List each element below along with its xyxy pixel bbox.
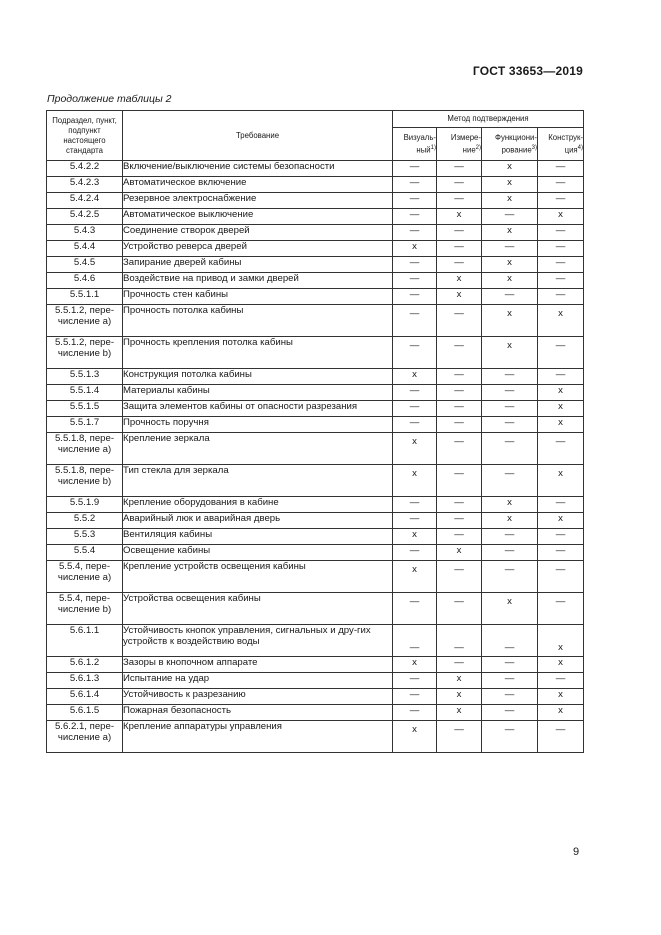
cell-method-functioning: x — [482, 497, 538, 513]
cell-requirement: Прочность потолка кабины — [123, 305, 393, 337]
cell-section: 5.6.1.4 — [47, 689, 123, 705]
cell-method-construction: — — [538, 241, 584, 257]
cell-method-construction: — — [538, 161, 584, 177]
cell-method-construction: — — [538, 289, 584, 305]
cell-requirement: Крепление аппаратуры управления — [123, 721, 393, 753]
table-row — [47, 385, 584, 401]
table-body — [47, 161, 584, 753]
cell-method-functioning: x — [482, 177, 538, 193]
header-requirement: Требование — [123, 111, 393, 161]
cell-method-construction: — — [538, 673, 584, 689]
cell-method-visual: — — [393, 705, 437, 721]
cell-section: 5.5.1.8, пере-числение a) — [47, 433, 123, 465]
cell-requirement: Автоматическое включение — [123, 177, 393, 193]
cell-requirement: Пожарная безопасность — [123, 705, 393, 721]
table-row — [47, 705, 584, 721]
cell-method-visual: — — [393, 593, 437, 625]
cell-method-construction: — — [538, 721, 584, 753]
cell-method-visual: — — [393, 289, 437, 305]
cell-method-measurement: x — [437, 689, 482, 705]
table-row — [47, 657, 584, 673]
cell-requirement: Зазоры в кнопочном аппарате — [123, 657, 393, 673]
cell-requirement: Вентиляция кабины — [123, 529, 393, 545]
cell-method-functioning: x — [482, 513, 538, 529]
header-method-measurement: Измере-ние$^{2)}$ — [437, 128, 482, 161]
cell-method-functioning: — — [482, 465, 538, 497]
cell-section: 5.6.1.1 — [47, 625, 123, 657]
cell-method-visual: x — [393, 433, 437, 465]
table-row — [47, 497, 584, 513]
cell-method-functioning: x — [482, 225, 538, 241]
cell-method-functioning: — — [482, 625, 538, 657]
cell-section: 5.5.1.2, пере-числение a) — [47, 305, 123, 337]
cell-requirement: Крепление оборудования в кабине — [123, 497, 393, 513]
cell-method-measurement: — — [437, 513, 482, 529]
cell-method-visual: — — [393, 417, 437, 433]
cell-method-visual: — — [393, 625, 437, 657]
standard-number: ГОСТ 33653—2019 — [472, 64, 583, 78]
cell-requirement: Воздействие на привод и замки дверей — [123, 273, 393, 289]
header-method-visual: Визуаль-ный$^{1)}$ — [393, 128, 437, 161]
cell-method-functioning: — — [482, 657, 538, 673]
table-row — [47, 513, 584, 529]
cell-section: 5.5.4 — [47, 545, 123, 561]
cell-method-measurement: — — [437, 593, 482, 625]
cell-method-construction: x — [538, 689, 584, 705]
cell-section: 5.4.2.3 — [47, 177, 123, 193]
cell-method-visual: — — [393, 193, 437, 209]
cell-method-construction: x — [538, 657, 584, 673]
cell-method-measurement: — — [437, 497, 482, 513]
cell-requirement: Испытание на удар — [123, 673, 393, 689]
cell-method-functioning: — — [482, 433, 538, 465]
cell-method-measurement: — — [437, 337, 482, 369]
cell-method-measurement: — — [437, 193, 482, 209]
cell-method-visual: — — [393, 513, 437, 529]
cell-method-measurement: — — [437, 369, 482, 385]
cell-method-construction: — — [538, 369, 584, 385]
header-method-functioning: Функциони-рование$^{3)}$ — [482, 128, 538, 161]
cell-method-visual: — — [393, 689, 437, 705]
cell-method-functioning: — — [482, 289, 538, 305]
cell-requirement: Защита элементов кабины от опасности разрезания — [123, 401, 393, 417]
cell-method-construction: x — [538, 465, 584, 497]
cell-requirement: Автоматическое выключение — [123, 209, 393, 225]
cell-method-visual: x — [393, 241, 437, 257]
cell-method-construction: — — [538, 193, 584, 209]
cell-section: 5.4.4 — [47, 241, 123, 257]
cell-method-construction: — — [538, 225, 584, 241]
table-row — [47, 273, 584, 289]
cell-method-functioning: — — [482, 705, 538, 721]
cell-method-visual: — — [393, 305, 437, 337]
cell-method-functioning: — — [482, 689, 538, 705]
cell-method-visual: — — [393, 257, 437, 273]
confirmation-methods-table — [46, 110, 584, 753]
cell-section: 5.4.5 — [47, 257, 123, 273]
cell-method-functioning: — — [482, 209, 538, 225]
cell-method-construction: x — [538, 209, 584, 225]
cell-method-visual: — — [393, 401, 437, 417]
cell-method-measurement: x — [437, 289, 482, 305]
cell-method-measurement: x — [437, 209, 482, 225]
cell-requirement: Устройство реверса дверей — [123, 241, 393, 257]
cell-method-functioning: — — [482, 721, 538, 753]
table-row — [47, 161, 584, 177]
cell-method-visual: x — [393, 561, 437, 593]
cell-method-visual: — — [393, 225, 437, 241]
cell-method-construction: — — [538, 593, 584, 625]
cell-section: 5.5.1.2, пере-числение b) — [47, 337, 123, 369]
cell-method-measurement: — — [437, 529, 482, 545]
cell-requirement: Устойчивость к разрезанию — [123, 689, 393, 705]
page-number: 9 — [573, 846, 580, 858]
cell-method-measurement: — — [437, 561, 482, 593]
cell-section: 5.6.2.1, пере-числение a) — [47, 721, 123, 753]
cell-method-measurement: — — [437, 721, 482, 753]
cell-method-visual: — — [393, 673, 437, 689]
cell-method-functioning: x — [482, 257, 538, 273]
cell-section: 5.5.1.7 — [47, 417, 123, 433]
table-row — [47, 225, 584, 241]
cell-method-visual: — — [393, 385, 437, 401]
cell-section: 5.4.2.5 — [47, 209, 123, 225]
cell-method-construction: — — [538, 177, 584, 193]
cell-requirement: Освещение кабины — [123, 545, 393, 561]
table-row — [47, 289, 584, 305]
cell-section: 5.5.1.1 — [47, 289, 123, 305]
cell-method-visual: — — [393, 273, 437, 289]
cell-method-functioning: x — [482, 193, 538, 209]
cell-requirement: Соединение створок дверей — [123, 225, 393, 241]
cell-section: 5.5.2 — [47, 513, 123, 529]
cell-requirement: Устройства освещения кабины — [123, 593, 393, 625]
cell-section: 5.5.1.3 — [47, 369, 123, 385]
table-row — [47, 177, 584, 193]
table-row — [47, 241, 584, 257]
table-row — [47, 625, 584, 657]
cell-section: 5.5.4, пере-числение a) — [47, 561, 123, 593]
cell-method-measurement: — — [437, 433, 482, 465]
cell-section: 5.6.1.5 — [47, 705, 123, 721]
table-row — [47, 465, 584, 497]
cell-method-functioning: x — [482, 305, 538, 337]
table-row — [47, 673, 584, 689]
cell-section: 5.5.1.5 — [47, 401, 123, 417]
cell-section: 5.5.1.9 — [47, 497, 123, 513]
cell-method-construction: — — [538, 257, 584, 273]
cell-method-functioning: x — [482, 337, 538, 369]
cell-method-measurement: — — [437, 465, 482, 497]
cell-method-construction: — — [538, 273, 584, 289]
cell-requirement: Материалы кабины — [123, 385, 393, 401]
table-row — [47, 401, 584, 417]
cell-method-measurement: — — [437, 177, 482, 193]
cell-requirement: Крепление зеркала — [123, 433, 393, 465]
cell-method-construction: x — [538, 513, 584, 529]
cell-method-visual: x — [393, 721, 437, 753]
cell-method-measurement: — — [437, 241, 482, 257]
cell-method-measurement: — — [437, 161, 482, 177]
cell-method-functioning: x — [482, 161, 538, 177]
cell-requirement: Прочность крепления потолка кабины — [123, 337, 393, 369]
cell-requirement: Крепление устройств освещения кабины — [123, 561, 393, 593]
table-row — [47, 257, 584, 273]
cell-requirement: Прочность стен кабины — [123, 289, 393, 305]
cell-method-visual: — — [393, 497, 437, 513]
cell-method-visual: x — [393, 657, 437, 673]
cell-method-functioning: — — [482, 529, 538, 545]
cell-method-measurement: x — [437, 545, 482, 561]
table-row — [47, 369, 584, 385]
table-row — [47, 529, 584, 545]
cell-method-visual: — — [393, 177, 437, 193]
cell-method-construction: x — [538, 401, 584, 417]
cell-method-measurement: — — [437, 625, 482, 657]
cell-requirement: Включение/выключение системы безопасности — [123, 161, 393, 177]
table-row — [47, 337, 584, 369]
cell-method-functioning: x — [482, 273, 538, 289]
cell-requirement: Аварийный люк и аварийная дверь — [123, 513, 393, 529]
cell-method-construction: — — [538, 545, 584, 561]
cell-section: 5.4.3 — [47, 225, 123, 241]
cell-requirement: Запирание дверей кабины — [123, 257, 393, 273]
table-row — [47, 545, 584, 561]
cell-method-visual: — — [393, 209, 437, 225]
cell-method-construction: — — [538, 433, 584, 465]
cell-method-visual: x — [393, 465, 437, 497]
cell-requirement: Резервное электроснабжение — [123, 193, 393, 209]
header-method-construction: Конструк-ция$^{4)}$ — [538, 128, 584, 161]
cell-method-measurement: — — [437, 225, 482, 241]
cell-section: 5.4.2.4 — [47, 193, 123, 209]
cell-section: 5.6.1.3 — [47, 673, 123, 689]
table-row — [47, 305, 584, 337]
cell-method-visual: x — [393, 369, 437, 385]
cell-section: 5.5.3 — [47, 529, 123, 545]
header-method-group: Метод подтверждения — [393, 111, 584, 128]
cell-method-functioning: — — [482, 673, 538, 689]
table-row — [47, 433, 584, 465]
cell-method-measurement: x — [437, 705, 482, 721]
cell-method-measurement: — — [437, 417, 482, 433]
cell-method-visual: — — [393, 337, 437, 369]
cell-section: 5.5.1.4 — [47, 385, 123, 401]
cell-method-measurement: x — [437, 273, 482, 289]
cell-method-construction: — — [538, 561, 584, 593]
cell-method-functioning: — — [482, 241, 538, 257]
cell-method-functioning: — — [482, 417, 538, 433]
table-row — [47, 417, 584, 433]
cell-method-functioning: x — [482, 593, 538, 625]
cell-method-functioning: — — [482, 385, 538, 401]
cell-method-construction: x — [538, 625, 584, 657]
cell-method-construction: x — [538, 705, 584, 721]
cell-method-measurement: — — [437, 385, 482, 401]
cell-method-construction: x — [538, 417, 584, 433]
cell-method-functioning: — — [482, 545, 538, 561]
cell-method-construction: — — [538, 337, 584, 369]
cell-method-construction: x — [538, 305, 584, 337]
cell-method-measurement: — — [437, 305, 482, 337]
cell-method-measurement: — — [437, 257, 482, 273]
cell-method-construction: — — [538, 529, 584, 545]
cell-method-construction: x — [538, 385, 584, 401]
cell-method-measurement: x — [437, 673, 482, 689]
cell-requirement: Тип стекла для зеркала — [123, 465, 393, 497]
table-row — [47, 561, 584, 593]
cell-section: 5.4.6 — [47, 273, 123, 289]
cell-method-measurement: — — [437, 657, 482, 673]
cell-requirement: Прочность поручня — [123, 417, 393, 433]
cell-section: 5.5.4, пере-числение b) — [47, 593, 123, 625]
cell-method-functioning: — — [482, 401, 538, 417]
cell-requirement: Конструкция потолка кабины — [123, 369, 393, 385]
cell-method-measurement: — — [437, 401, 482, 417]
header-section: Подраздел, пункт, подпункт настоящего стандарта — [47, 111, 123, 161]
table-row — [47, 193, 584, 209]
cell-section: 5.6.1.2 — [47, 657, 123, 673]
cell-method-functioning: — — [482, 369, 538, 385]
table-caption: Продолжение таблицы 2 — [47, 93, 172, 105]
cell-method-visual: x — [393, 529, 437, 545]
cell-method-construction: — — [538, 497, 584, 513]
cell-section: 5.5.1.8, пере-числение b) — [47, 465, 123, 497]
cell-method-functioning: — — [482, 561, 538, 593]
table-row — [47, 593, 584, 625]
cell-method-visual: — — [393, 545, 437, 561]
cell-requirement: Устойчивость кнопок управления, сигнальных и дру-гих устройств к воздействию воды — [123, 625, 393, 657]
cell-section: 5.4.2.2 — [47, 161, 123, 177]
table-row — [47, 689, 584, 705]
table-row — [47, 209, 584, 225]
cell-method-visual: — — [393, 161, 437, 177]
table-row — [47, 721, 584, 753]
